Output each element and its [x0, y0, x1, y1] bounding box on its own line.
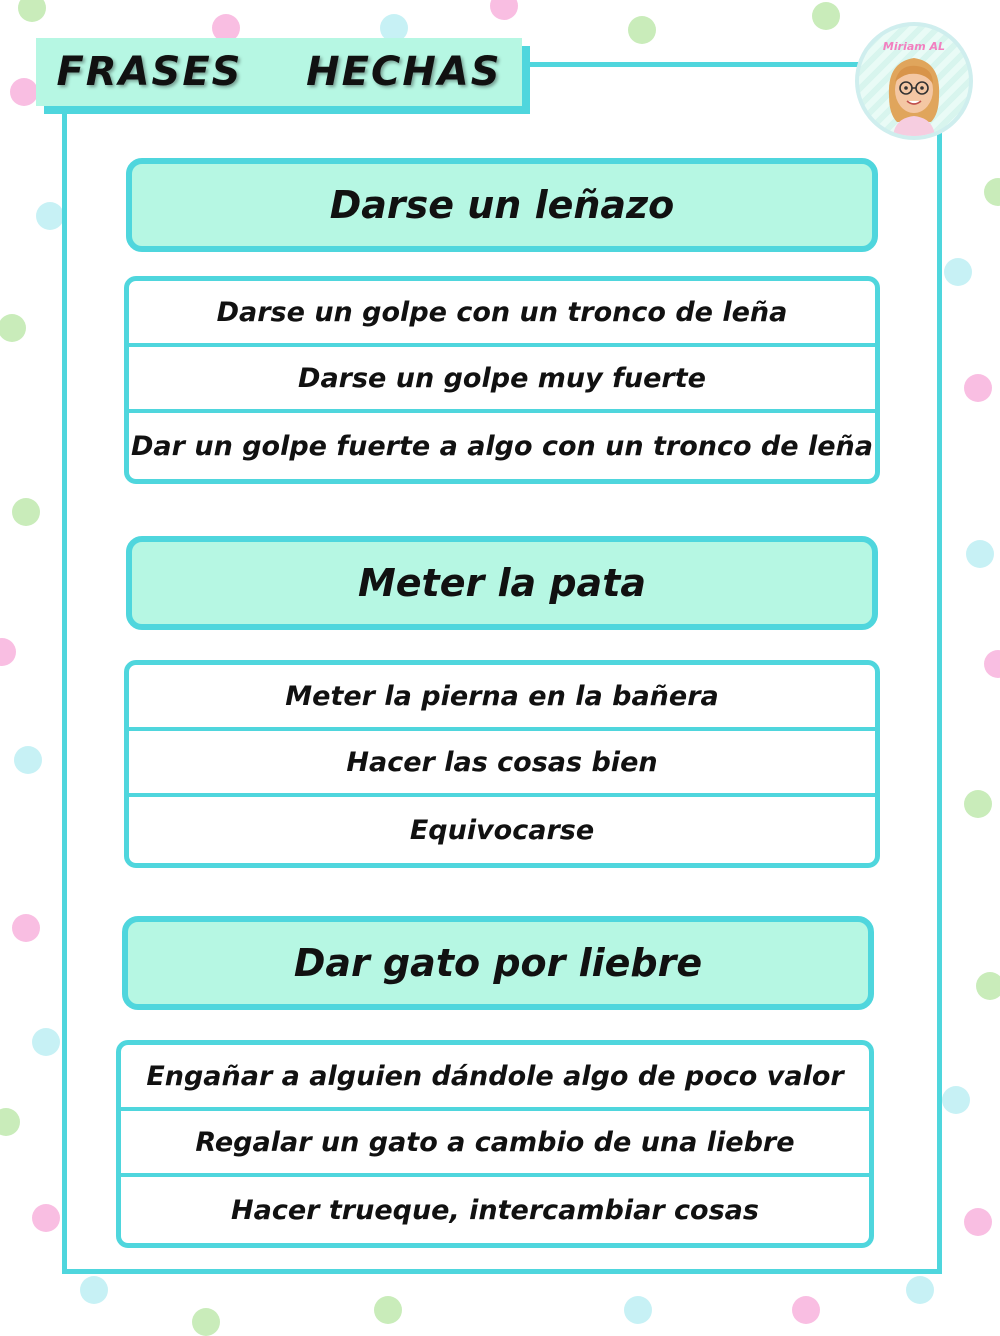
polka-dot	[792, 1296, 820, 1324]
polka-dot	[32, 1028, 60, 1056]
phrase-card-2	[126, 536, 878, 630]
polka-dot	[984, 650, 1000, 678]
polka-dot	[964, 790, 992, 818]
polka-dot	[0, 638, 16, 666]
option-label: Hacer trueque, intercambiar cosas	[231, 1194, 759, 1226]
title-banner	[36, 38, 522, 106]
option-button[interactable]	[129, 731, 875, 797]
polka-dot	[0, 314, 26, 342]
page-title: FRASES HECHAS	[56, 49, 502, 95]
polka-dot	[192, 1308, 220, 1336]
option-label: Hacer las cosas bien	[346, 746, 658, 778]
avatar-label: Miriam AL	[882, 40, 946, 53]
options-list-1	[124, 276, 880, 484]
option-button[interactable]	[129, 665, 875, 731]
polka-dot	[18, 0, 46, 22]
options-list-2	[124, 660, 880, 868]
polka-dot	[944, 258, 972, 286]
polka-dot	[984, 178, 1000, 206]
polka-dot	[36, 202, 64, 230]
polka-dot	[628, 16, 656, 44]
polka-dot	[0, 1108, 20, 1136]
phrase-card-3	[122, 916, 874, 1010]
option-button[interactable]	[129, 347, 875, 413]
option-label: Meter la pierna en la bañera	[285, 680, 719, 712]
polka-dot	[12, 498, 40, 526]
phrase-card-1	[126, 158, 878, 252]
option-label: Darse un golpe muy fuerte	[298, 362, 706, 394]
polka-dot	[624, 1296, 652, 1324]
polka-dot	[374, 1296, 402, 1324]
option-button[interactable]	[129, 281, 875, 347]
polka-dot	[964, 1208, 992, 1236]
polka-dot	[10, 78, 38, 106]
option-label: Engañar a alguien dándole algo de poco valor	[146, 1060, 844, 1092]
phrase-title: Meter la pata	[357, 561, 647, 605]
polka-dot	[812, 2, 840, 30]
polka-dot	[964, 374, 992, 402]
option-button[interactable]	[129, 797, 875, 863]
option-label: Regalar un gato a cambio de una liebre	[195, 1126, 795, 1158]
polka-dot	[976, 972, 1000, 1000]
phrase-title: Dar gato por liebre	[293, 941, 703, 985]
phrase-title: Darse un leñazo	[329, 183, 675, 227]
option-label: Dar un golpe fuerte a algo con un tronco de leña	[131, 430, 873, 462]
polka-dot	[14, 746, 42, 774]
polka-dot	[12, 914, 40, 942]
polka-dot	[32, 1204, 60, 1232]
option-label: Equivocarse	[409, 814, 595, 846]
option-button[interactable]	[121, 1045, 869, 1111]
polka-dot	[906, 1276, 934, 1304]
polka-dot	[490, 0, 518, 20]
polka-dot	[80, 1276, 108, 1304]
option-button[interactable]	[129, 413, 875, 479]
polka-dot	[966, 540, 994, 568]
option-button[interactable]	[121, 1111, 869, 1177]
author-avatar	[855, 22, 973, 140]
polka-dot	[942, 1086, 970, 1114]
option-button[interactable]	[121, 1177, 869, 1243]
option-label: Darse un golpe con un tronco de leña	[216, 296, 788, 328]
options-list-3	[116, 1040, 874, 1248]
